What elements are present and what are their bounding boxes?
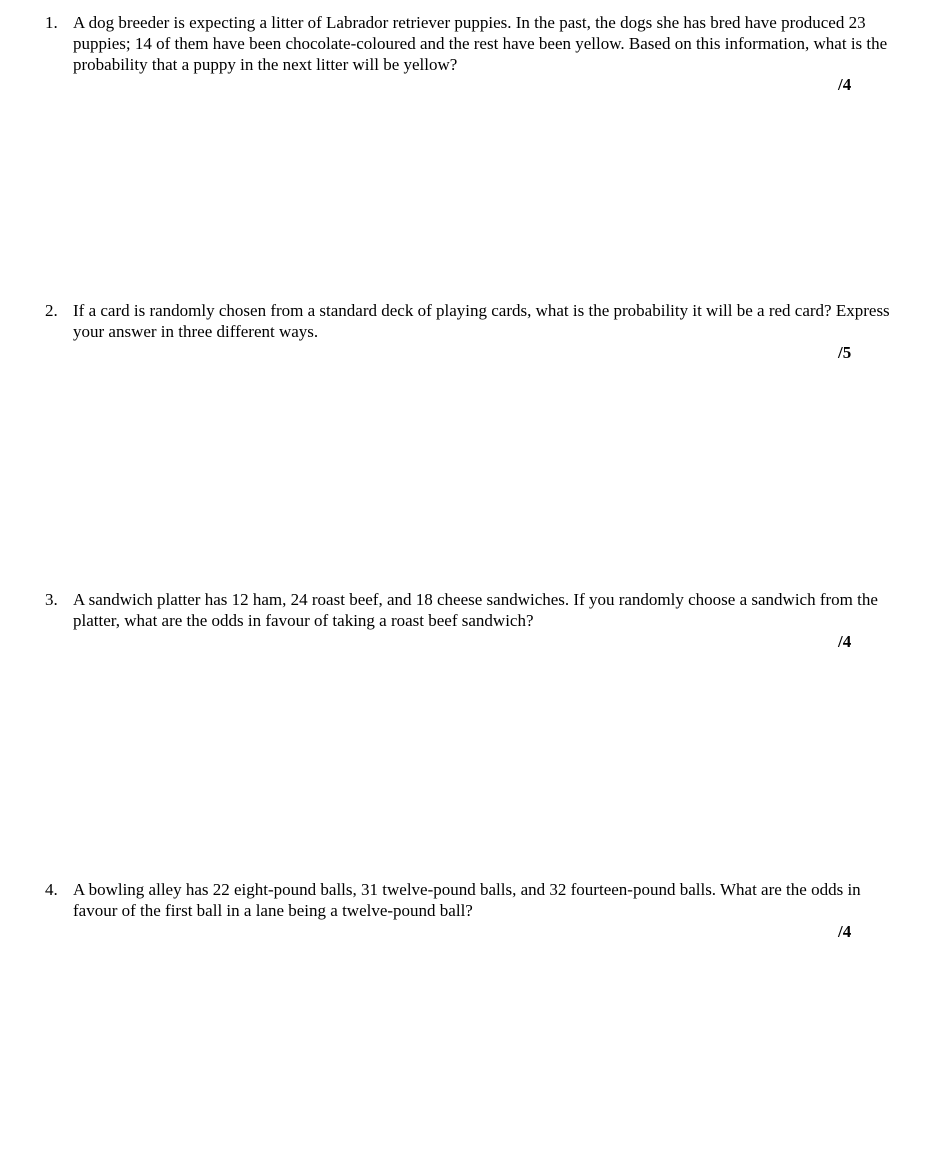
question-number: 2. — [45, 301, 58, 320]
question-text: A dog breeder is expecting a litter of Labrador retriever puppies. In the past, the dogs she has bred have produced 23 puppies; 14 of them have been chocolate-coloured and the rest have been yellow. Based on this information, what is the probability that a puppy in the next litter will be yellow? — [73, 13, 888, 74]
question-marks: /5 — [838, 343, 852, 362]
question-marks: /4 — [838, 75, 852, 94]
question-marks: /4 — [838, 632, 852, 651]
question-number: 3. — [45, 590, 58, 609]
question-marks: /4 — [838, 922, 852, 941]
question-number: 1. — [45, 13, 58, 32]
question-text: A sandwich platter has 12 ham, 24 roast beef, and 18 cheese sandwiches. If you randomly choose a sandwich from the platter, what are the odds in favour of taking a roast beef sandwich? — [73, 590, 878, 630]
question-number: 4. — [45, 880, 58, 899]
question-text: A bowling alley has 22 eight-pound balls, 31 twelve-pound balls, and 32 fourteen-pound balls. What are the odds in favour of the first ball in a lane being a twelve-pound ball? — [73, 880, 861, 920]
question-text: If a card is randomly chosen from a standard deck of playing cards, what is the probability it will be a red card? Express your answer in three different ways. — [73, 301, 890, 341]
